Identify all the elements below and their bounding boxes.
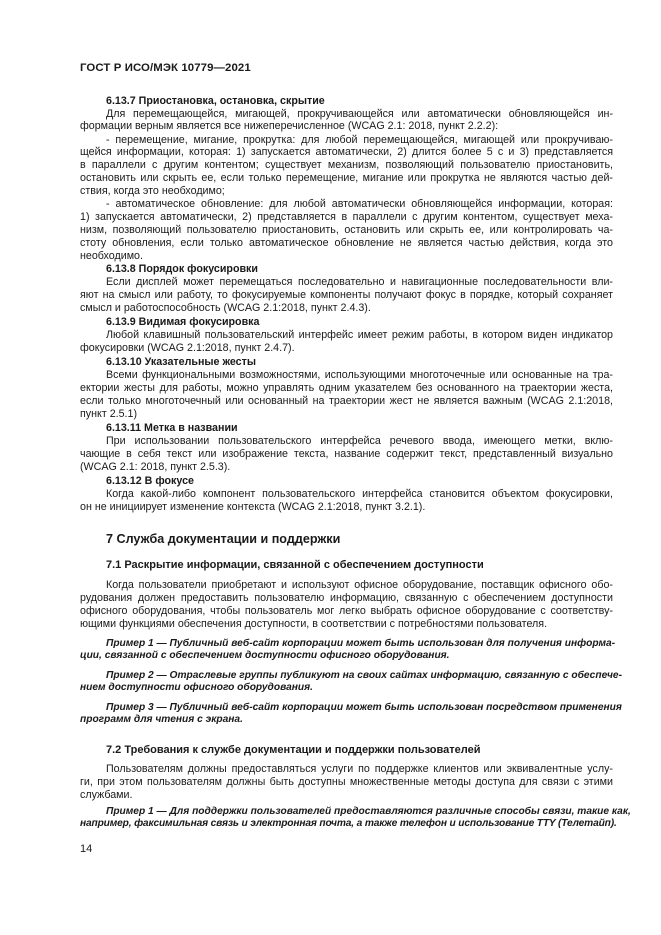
- paragraph-line: Когда какой-либо компонент пользовательского интерфейса становится объектом фокусировки,: [106, 488, 613, 500]
- example-line: Пример 3 — Публичный веб-сайт корпорации может быть использован посредством применения: [106, 702, 622, 713]
- paragraph-line: При использовании пользовательского интерфейса речевого ввода, имеющего метки, вклю-: [106, 435, 613, 447]
- section-6-13-7-title: 6.13.7 Приостановка, остановка, скрытие: [106, 95, 325, 107]
- paragraph-line: ги, при этом пользователям должны быть доступны множественные методы доступа для связи с этими: [80, 776, 613, 788]
- paragraph-line: (WCAG 2.1: 2018, пункт 2.5.3).: [80, 461, 231, 473]
- paragraph-line: он не инициирует изменение контекста (WCAG 2.1:2018, пункт 3.2.1).: [80, 501, 426, 513]
- paragraph-line: рудования должен предоставить пользователю информацию, связанную с обеспечением доступности: [80, 592, 613, 604]
- paragraph-line: если только многоточечный или основанный на траектории жест не является важным (WCAG 2.1:2018,: [80, 395, 613, 407]
- list-item-line: ствия, когда это необходимо;: [80, 185, 225, 197]
- paragraph-line: формации верным является все нижеперечисленное (WCAG 2.1: 2018, пункт 2.2.2):: [80, 120, 499, 132]
- paragraph-line: фокусировки (WCAG 2.1:2018, пункт 2.4.7).: [80, 342, 295, 354]
- section-6-13-8-title: 6.13.8 Порядок фокусировки: [106, 263, 258, 275]
- section-6-13-10-title: 6.13.10 Указательные жесты: [106, 356, 256, 368]
- paragraph-line: Когда пользователи приобретают и используют офисное оборудование, поставщик офисного обо-: [106, 579, 613, 591]
- section-7-1-title: 7.1 Раскрытие информации, связанной с обеспечением доступности: [106, 559, 484, 571]
- example-line: ции, связанной с обеспечением доступности офисного оборудования.: [80, 650, 450, 661]
- paragraph-line: Если дисплей может перемещаться последовательно и навигационные последовательности вли-: [106, 276, 613, 288]
- example-line: Пример 2 — Отраслевые группы публикуют на своих сайтах информацию, связанную с обеспече-: [106, 670, 622, 681]
- list-item-line: стоту обновления, если только автоматическое обновление не является частью действия, когда это: [80, 237, 613, 249]
- example-line: Пример 1 — Для поддержки пользователей предоставляются различные способы связи, такие как,: [106, 806, 631, 817]
- list-item-line: остановить или скрыть ее, если только перемещение, мигание или прокрутка не являются частью дей-: [80, 172, 613, 184]
- page-number: 14: [80, 843, 93, 855]
- paragraph-line: ющими функциями обеспечения доступности, в соответствии с потребностями пользователя.: [80, 618, 548, 630]
- paragraph-line: чающие в себя текст или изображение текста, название содержит текст, представленный визуально: [80, 448, 613, 460]
- paragraph-line: офисного оборудования, чтобы пользователь мог легко выбрать офисное оборудование с соответству-: [80, 605, 613, 617]
- paragraph-line: Для перемещающейся, мигающей, прокручивающейся или автоматически обновляющейся ин-: [106, 108, 613, 120]
- example-line: нием доступности офисного оборудования.: [80, 682, 313, 693]
- section-6-13-11-title: 6.13.11 Метка в названии: [106, 422, 238, 434]
- section-6-13-9-title: 6.13.9 Видимая фокусировка: [106, 316, 260, 328]
- paragraph-line: Всеми функциональными возможностями, использующими многоточечные или основанные на тра-: [106, 369, 613, 381]
- paragraph-line: яют на смысл или работу, то фокусируемые компоненты получают фокус в порядке, который сохраняет: [80, 289, 613, 301]
- list-item-line: 1) запускается автоматически, 2) представляется в параллели с другим контентом, существует меха-: [80, 211, 613, 223]
- section-6-13-12-title: 6.13.12 В фокусе: [106, 475, 194, 487]
- example-line: Пример 1 — Публичный веб-сайт корпорации может быть использован для получения информа-: [106, 638, 616, 649]
- paragraph-line: Любой клавишный пользовательский интерфейс имеет режим работы, в котором виден индикатор: [106, 329, 613, 341]
- example-line: программ для чтения с экрана.: [80, 714, 243, 725]
- document-header: ГОСТ Р ИСО/МЭК 10779—2021: [80, 62, 251, 74]
- section-7-title: 7 Служба документации и поддержки: [106, 532, 341, 546]
- paragraph-line: ектории жесты для работы, можно управлять одним указателем без основанного на траектории жеста,: [80, 382, 613, 394]
- example-line: например, факсимильная связь и электронная почта, а также телефон и использование TTY (Телетайп).: [80, 818, 617, 829]
- list-item-line: щейся информации, которая: 1) запускается автоматически, 2) длится более 5 с и 3) представляется: [80, 146, 613, 158]
- list-item-line: в параллели с другим контентом; существует механизм, позволяющий пользователю приостановить,: [80, 159, 613, 171]
- paragraph-line: службами.: [80, 789, 133, 801]
- list-item-line: - перемещение, мигание, прокрутка: для любой перемещающейся, мигающей или прокручиваю-: [106, 134, 613, 146]
- paragraph-line: Пользователям должны предоставляться услуги по поддержке клиентов или эквивалентные услу-: [106, 763, 613, 775]
- list-item-line: низм, позволяющий пользователю приостановить, остановить или скрыть ее, или контролировать ча-: [80, 224, 613, 236]
- paragraph-line: пункт 2.5.1): [80, 408, 138, 420]
- section-7-2-title: 7.2 Требования к службе документации и поддержки пользователей: [106, 744, 481, 756]
- list-item-line: - автоматическое обновление: для любой автоматически обновляющейся информации, которая:: [106, 198, 613, 210]
- list-item-line: необходимо.: [80, 250, 143, 262]
- paragraph-line: смысл и работоспособность (WCAG 2.1:2018, пункт 2.4.3).: [80, 302, 371, 314]
